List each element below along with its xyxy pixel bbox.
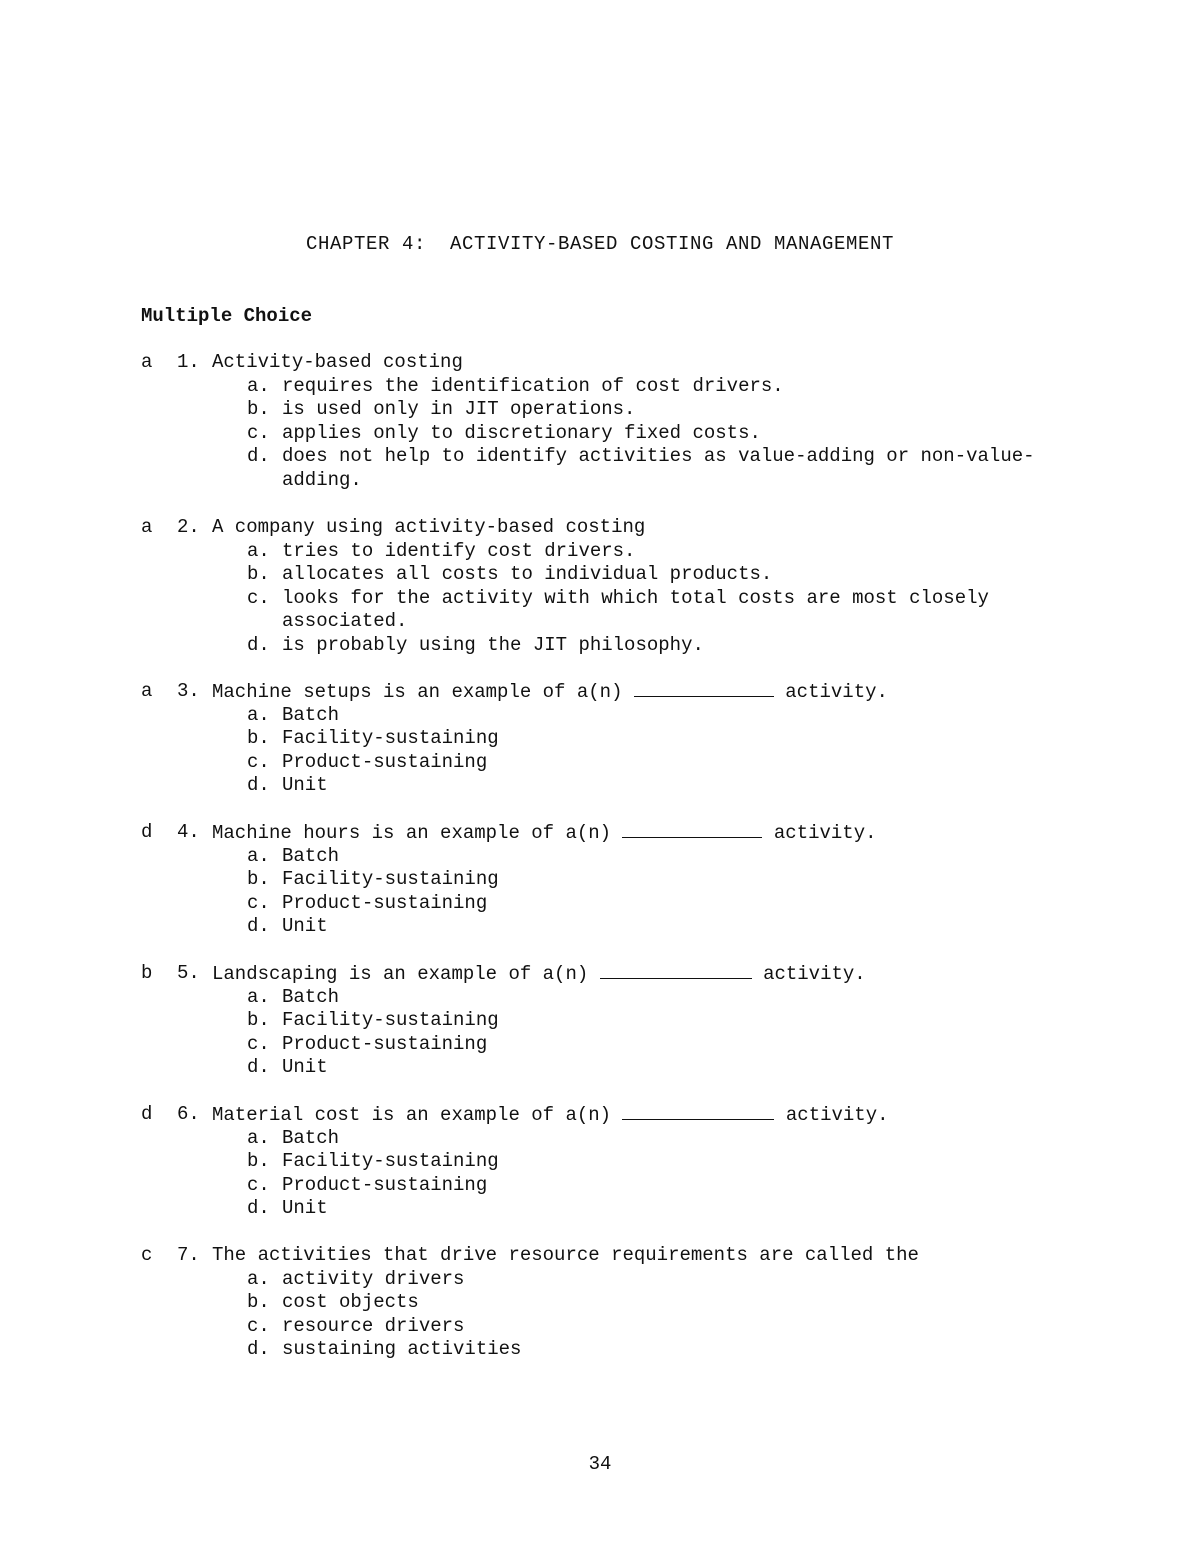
option-c [176, 587, 1092, 634]
question-number: 7. [177, 1244, 200, 1266]
question-stem: A company using activity-based costing [212, 516, 646, 538]
answer-key: a [141, 680, 153, 702]
option-text: activity drivers [282, 1267, 465, 1290]
stem-before-blank: Machine setups is an example of a(n) [212, 681, 623, 703]
question-stem: The activities that drive resource requirements are called the [212, 1244, 919, 1266]
option-letter: d. [247, 1197, 270, 1219]
option-letter: a. [247, 985, 270, 1008]
option-d [176, 634, 1092, 658]
option-a [176, 704, 1092, 728]
option-text: Batch [282, 703, 340, 726]
answer-blank [634, 680, 774, 697]
question-number: 6. [177, 1103, 200, 1125]
question-4 [141, 821, 1041, 939]
question-number: 5. [177, 962, 200, 984]
option-text: Batch [282, 985, 340, 1008]
option-c [176, 1033, 1092, 1057]
question-number: 3. [177, 680, 200, 702]
question-2 [141, 516, 1041, 657]
option-letter: c. [247, 1314, 270, 1337]
answer-key: d [141, 821, 153, 843]
option-letter: b. [247, 1291, 270, 1313]
question-stem [212, 680, 888, 705]
option-text: Unit [282, 774, 328, 796]
option-b [176, 1009, 1092, 1033]
option-text: Product-sustaining [282, 750, 488, 773]
option-c [176, 422, 1092, 446]
answer-key: d [141, 1103, 153, 1125]
option-b [176, 1150, 1092, 1174]
option-a [176, 1127, 1092, 1151]
option-letter: d. [247, 1056, 270, 1078]
option-letter: b. [247, 563, 270, 585]
question-5 [141, 962, 1041, 1080]
stem-before-blank: Landscaping is an example of a(n) [212, 963, 589, 985]
question-stem-line [141, 962, 1041, 986]
option-letter: d. [247, 774, 270, 796]
option-d [176, 915, 1092, 939]
answer-blank [622, 821, 762, 838]
option-text: is probably using the JIT philosophy. [282, 633, 704, 656]
question-stem-line [141, 1244, 1041, 1268]
option-c [176, 1174, 1092, 1198]
question-number: 4. [177, 821, 200, 843]
question-number: 2. [177, 516, 200, 538]
option-text: Facility-sustaining [282, 727, 499, 749]
stem-before-blank: Material cost is an example of a(n) [212, 1104, 612, 1126]
option-b [176, 398, 1092, 422]
option-letter: a. [247, 539, 270, 562]
option-letter: b. [247, 398, 270, 420]
answer-key: a [141, 351, 153, 373]
option-c [176, 892, 1092, 916]
stem-before-blank: Machine hours is an example of a(n) [212, 822, 612, 844]
option-d [176, 1197, 1092, 1221]
option-letter: a. [247, 703, 270, 726]
option-b [176, 563, 1092, 587]
option-text: Product-sustaining [282, 1173, 488, 1196]
question-stem [212, 962, 866, 987]
option-text: Facility-sustaining [282, 868, 499, 890]
option-letter: d. [247, 915, 270, 937]
option-text: resource drivers [282, 1314, 465, 1337]
question-stem [212, 821, 877, 846]
option-text: allocates all costs to individual products. [282, 563, 773, 585]
answer-key: a [141, 516, 153, 538]
question-stem-line [141, 1103, 1041, 1127]
option-text: Unit [282, 915, 328, 937]
option-letter: c. [247, 1032, 270, 1055]
answer-blank [600, 962, 752, 979]
option-letter: c. [247, 586, 270, 609]
question-stem-line [141, 680, 1041, 704]
answer-key: b [141, 962, 153, 984]
option-text: Product-sustaining [282, 1032, 488, 1055]
option-letter: b. [247, 868, 270, 890]
option-d [176, 1056, 1092, 1080]
question-stem: Activity-based costing [212, 351, 463, 373]
option-letter: c. [247, 1173, 270, 1196]
question-3 [141, 680, 1041, 798]
option-text: Batch [282, 844, 340, 867]
option-d [176, 774, 1092, 798]
stem-after-blank: activity. [785, 681, 888, 703]
option-text: Product-sustaining [282, 891, 488, 914]
question-number: 1. [177, 351, 200, 373]
option-letter: a. [247, 844, 270, 867]
option-letter: c. [247, 750, 270, 773]
answer-blank [622, 1103, 774, 1120]
option-a [176, 986, 1092, 1010]
answer-key: c [141, 1244, 153, 1266]
question-stem-line [141, 821, 1041, 845]
question-stem-line [141, 516, 1041, 540]
option-text: Unit [282, 1056, 328, 1078]
section-heading: Multiple Choice [141, 305, 313, 327]
option-text: cost objects [282, 1291, 419, 1313]
option-letter: d. [247, 1338, 270, 1360]
option-c [176, 751, 1092, 775]
question-7 [141, 1244, 1041, 1362]
page-number: 34 [588, 1453, 612, 1475]
stem-after-blank: activity. [773, 822, 877, 844]
option-text: Batch [282, 1126, 340, 1149]
option-text: requires the identification of cost drivers. [282, 374, 784, 397]
option-text: sustaining activities [282, 1338, 522, 1360]
option-text: applies only to discretionary fixed costs. [282, 421, 761, 444]
question-stem-line [141, 351, 1041, 375]
option-text: tries to identify cost drivers. [282, 539, 636, 562]
option-letter: b. [247, 727, 270, 749]
question-stem [212, 1103, 889, 1128]
option-letter: b. [247, 1009, 270, 1031]
stem-after-blank: activity. [763, 963, 866, 985]
stem-after-blank: activity. [785, 1104, 889, 1126]
option-b [176, 727, 1092, 751]
option-text: Facility-sustaining [282, 1150, 499, 1172]
question-6 [141, 1103, 1041, 1221]
option-letter: a. [247, 1267, 270, 1290]
option-letter: a. [247, 1126, 270, 1149]
option-letter: c. [247, 891, 270, 914]
option-d [176, 1338, 1092, 1362]
option-letter: d. [247, 445, 270, 467]
option-letter: b. [247, 1150, 270, 1172]
option-a [176, 375, 1092, 399]
option-letter: a. [247, 374, 270, 397]
option-b [176, 1291, 1092, 1315]
option-letter: c. [247, 421, 270, 444]
option-a [176, 845, 1092, 869]
option-text: does not help to identify activities as value-adding or non-value-adding. [282, 445, 1035, 491]
option-text: Facility-sustaining [282, 1009, 499, 1031]
question-1 [141, 351, 1041, 492]
option-text: looks for the activity with which total costs are most closely associated. [282, 586, 989, 632]
chapter-title: CHAPTER 4: ACTIVITY-BASED COSTING AND MANAGEMENT [305, 233, 895, 255]
option-text: Unit [282, 1197, 328, 1219]
option-letter: d. [247, 633, 270, 656]
option-d [176, 445, 1092, 492]
option-text: is used only in JIT operations. [282, 398, 636, 420]
option-a [176, 1268, 1092, 1292]
option-c [176, 1315, 1092, 1339]
option-b [176, 868, 1092, 892]
option-a [176, 540, 1092, 564]
